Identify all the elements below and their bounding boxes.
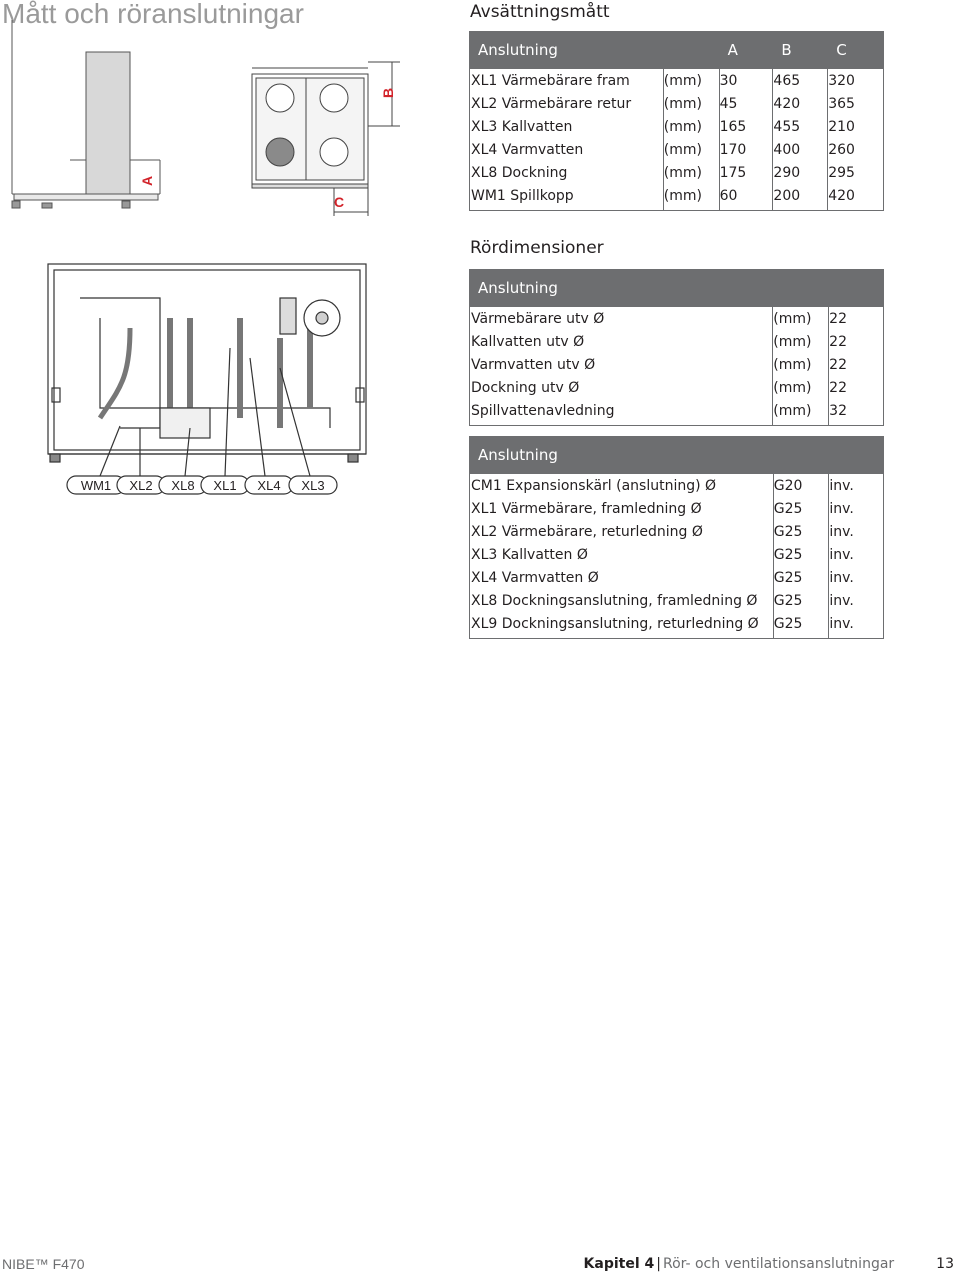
page-title: Mått och röranslutningar: [2, 0, 304, 29]
footer-brand: NIBE™ F470: [2, 1256, 85, 1272]
footer-separator: |: [656, 1256, 661, 1272]
footer-chapter-title: Rör- och ventilationsanslutningar: [662, 1256, 895, 1272]
header-unit: [663, 32, 719, 69]
dim-b-label: B: [380, 87, 396, 98]
cell-description: Dockning utv Ø: [471, 380, 580, 396]
cell-connection: XL2 Värmebärare retur: [471, 96, 632, 112]
table-header-row: [470, 270, 884, 307]
cell-connection: XL4 Varmvatten: [471, 142, 584, 158]
table-row: [470, 474, 884, 498]
header-connection: Anslutning: [470, 270, 884, 307]
cell-description: XL8 Dockningsanslutning, framledning Ø: [471, 593, 758, 609]
cell-thread: G25: [773, 520, 829, 543]
cell-thread: G25: [773, 543, 829, 566]
cell-unit: (mm): [663, 161, 719, 184]
cell-b: 400: [773, 138, 828, 161]
label-xl8: XL8: [171, 478, 195, 493]
cell-unit: (mm): [663, 184, 719, 211]
cell-thread: G25: [773, 497, 829, 520]
dim-c-label: C: [334, 194, 345, 210]
table-row: [470, 92, 884, 115]
cell-description: XL1 Värmebärare, framledning Ø: [471, 501, 702, 517]
cell-value: 22: [829, 353, 884, 376]
table-row: [470, 161, 884, 184]
cell-type: inv.: [829, 474, 884, 498]
table-row: [470, 376, 884, 399]
table-header-row: [470, 32, 884, 69]
footer-chapter: Kapitel 4: [583, 1256, 655, 1272]
cell-description: Kallvatten utv Ø: [471, 334, 585, 350]
cell-description: XL3 Kallvatten Ø: [471, 547, 588, 563]
cell-value: 32: [829, 399, 884, 426]
cell-c: 365: [828, 92, 884, 115]
cell-unit: (mm): [663, 115, 719, 138]
label-xl2: XL2: [129, 478, 153, 493]
table-row: [470, 353, 884, 376]
cell-c: 320: [828, 69, 884, 93]
cell-value: 22: [829, 376, 884, 399]
rear-view-diagram: [240, 52, 450, 272]
table-row: [470, 497, 884, 520]
table-row: [470, 115, 884, 138]
cell-b: 420: [773, 92, 828, 115]
table-row: [470, 330, 884, 353]
cell-description: CM1 Expansionskärl (anslutning) Ø: [471, 478, 717, 494]
table-row: [470, 184, 884, 211]
pipe-dimensions-table: [469, 269, 884, 426]
cell-unit: (mm): [663, 69, 719, 93]
cell-a: 60: [719, 184, 773, 211]
cell-type: inv.: [829, 543, 884, 566]
table-header-row: [470, 437, 884, 474]
header-a: A: [719, 32, 773, 69]
cell-c: 210: [828, 115, 884, 138]
cell-type: inv.: [829, 612, 884, 639]
cell-c: 260: [828, 138, 884, 161]
cell-thread: G25: [773, 612, 829, 639]
cell-unit: (mm): [773, 399, 829, 426]
table-row: [470, 566, 884, 589]
cell-connection: XL3 Kallvatten: [471, 119, 573, 135]
cell-value: 22: [829, 330, 884, 353]
table-row: [470, 543, 884, 566]
cell-unit: (mm): [663, 92, 719, 115]
header-b: B: [773, 32, 828, 69]
cell-a: 175: [719, 161, 773, 184]
cell-a: 170: [719, 138, 773, 161]
table-row: [470, 589, 884, 612]
cell-type: inv.: [829, 497, 884, 520]
label-wm1: WM1: [80, 478, 112, 493]
cell-b: 455: [773, 115, 828, 138]
cell-type: inv.: [829, 589, 884, 612]
table-row: [470, 69, 884, 93]
label-xl3: XL3: [301, 478, 325, 493]
footer-chapter-line: [584, 1256, 954, 1272]
cell-value: 22: [829, 307, 884, 331]
cell-unit: (mm): [773, 353, 829, 376]
header-connection: Anslutning: [470, 437, 884, 474]
connection-front-diagram: [40, 258, 420, 498]
dim-a-label: A: [139, 175, 155, 186]
cell-unit: (mm): [663, 138, 719, 161]
cell-connection: XL1 Värmebärare fram: [471, 73, 630, 89]
cell-a: 165: [719, 115, 773, 138]
thread-connections-table: [469, 436, 884, 639]
cell-connection: XL8 Dockning: [471, 165, 568, 181]
cell-type: inv.: [829, 566, 884, 589]
page-number: 13: [936, 1256, 954, 1272]
cell-description: Värmebärare utv Ø: [471, 311, 605, 327]
cell-description: Spillvattenavledning: [471, 403, 615, 419]
header-c: C: [828, 32, 884, 69]
side-view-diagram: [0, 20, 170, 220]
cell-description: XL4 Varmvatten Ø: [471, 570, 599, 586]
cell-connection: WM1 Spillkopp: [471, 188, 574, 204]
cell-unit: (mm): [773, 376, 829, 399]
cell-unit: (mm): [773, 330, 829, 353]
cell-a: 45: [719, 92, 773, 115]
pipe-dimensions-heading: Rördimensioner: [470, 238, 604, 258]
cell-description: XL9 Dockningsanslutning, returledning Ø: [471, 616, 759, 632]
table-row: [470, 612, 884, 639]
cell-thread: G25: [773, 566, 829, 589]
cell-thread: G25: [773, 589, 829, 612]
cell-description: Varmvatten utv Ø: [471, 357, 596, 373]
setting-dimensions-heading: Avsättningsmått: [470, 2, 610, 22]
cell-unit: (mm): [773, 307, 829, 331]
cell-type: inv.: [829, 520, 884, 543]
table-row: [470, 138, 884, 161]
label-xl4: XL4: [257, 478, 281, 493]
cell-b: 465: [773, 69, 828, 93]
cell-b: 290: [773, 161, 828, 184]
table-row: [470, 399, 884, 426]
table-row: [470, 520, 884, 543]
cell-a: 30: [719, 69, 773, 93]
label-xl1: XL1: [213, 478, 237, 493]
cell-description: XL2 Värmebärare, returledning Ø: [471, 524, 703, 540]
cell-thread: G20: [773, 474, 829, 498]
cell-b: 200: [773, 184, 828, 211]
table-row: [470, 307, 884, 331]
cell-c: 420: [828, 184, 884, 211]
header-connection: Anslutning: [470, 32, 664, 69]
cell-c: 295: [828, 161, 884, 184]
setting-dimensions-table: [469, 31, 884, 211]
